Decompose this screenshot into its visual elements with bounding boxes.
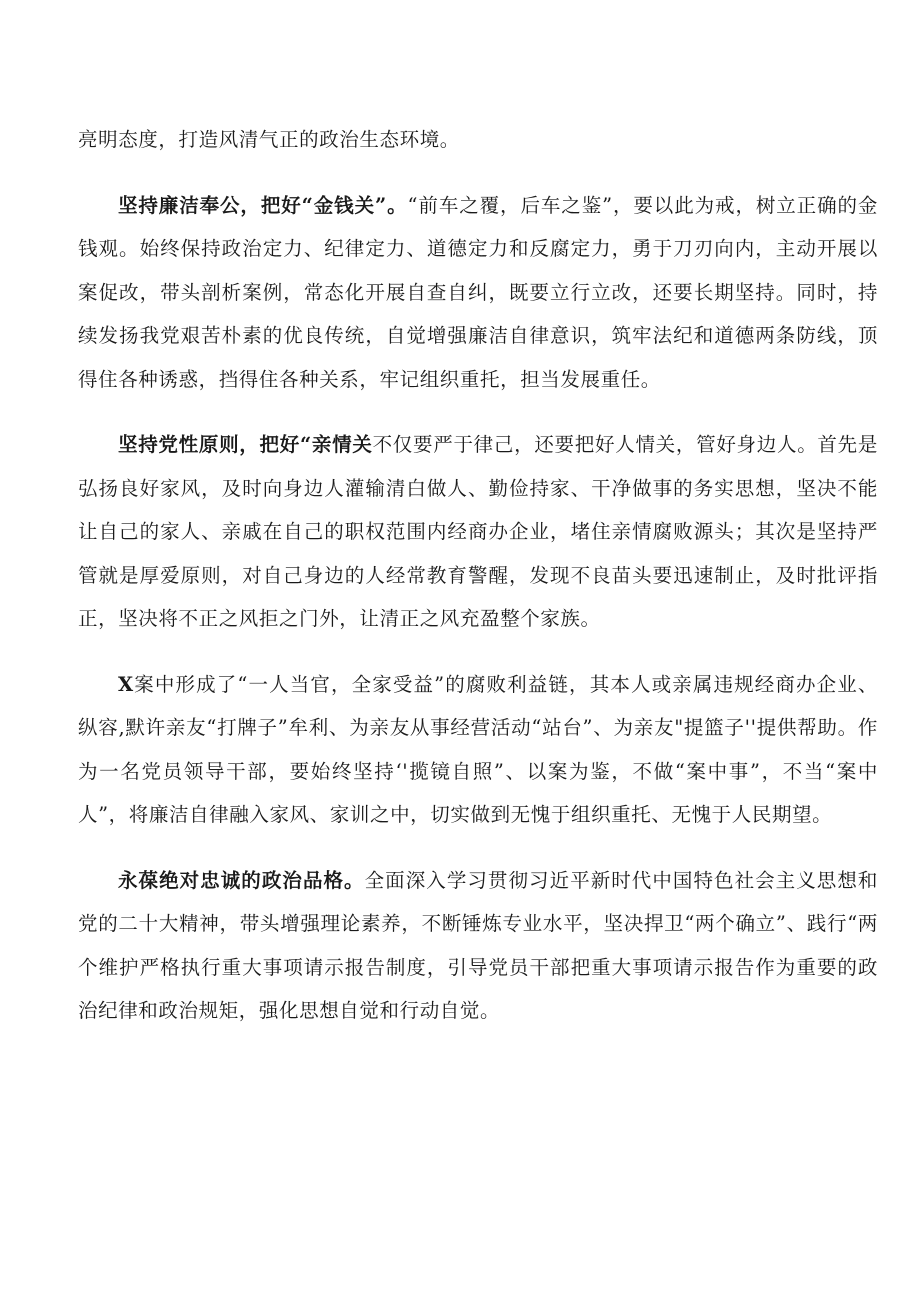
paragraph-body: “前车之覆，后车之鉴”，要以此为戒，树立正确的金钱观。始终保持政治定力、纪律定力、道德定力和反腐定力，勇于刀刃向内，主动开展以案促改，带头剖析案例，常态化开展自查自纠，既要立行立改，还要长期坚持。同时，持续发扬我党艰苦朴素的优良传统，自觉增强廉洁自律意识，筑牢法纪和道德两条防线，顶得住各种诱惑，挡得住各种关系，牢记组织重托，担当发展重任。	[78, 193, 878, 391]
paragraph-body: 案中形成了“一人当官，全家受益”的腐败利益链，其本人或亲属违规经商办企业、纵容,默许亲友“打牌子”牟利、为亲友从事经营活动“站台”、为亲友"提篮子''提供帮助。作为一名党员领导干部，要始终坚持‘'揽镜自照”、以案为鉴，不做“案中事”，不当“案中人”，将廉洁自律融入家风、家训之中，切实做到无愧于组织重托、无愧于人民期望。	[78, 672, 878, 826]
document-page	[78, 118, 878, 1033]
paragraph-family-gate	[78, 423, 878, 641]
paragraph-heading: 坚持党性原则，把好“亲情关	[117, 433, 373, 456]
paragraph-heading: 坚持廉洁奉公，把好“金钱关”。	[117, 193, 408, 217]
paragraph-body: 不仅要严于律己，还要把好人情关，管好身边人。首先是弘扬良好家风，及时向身边人灌输清白做人、勤俭持家、干净做事的务实思想，坚决不能让自己的家人、亲戚在自己的职权范围内经商办企业，堵住亲情腐败源头；其次是坚持严管就是厚爱原则，对自己身边的人经常教育警醒，发现不良苗头要迅速制止，及时批评指正，坚决将不正之风拒之门外，让清正之风充盈整个家族。	[78, 433, 878, 630]
paragraph-case-example	[78, 663, 878, 837]
paragraph-heading: 永葆绝对忠诚的政治品格。	[117, 868, 365, 892]
paragraph-loyalty	[78, 859, 878, 1033]
paragraph-money-gate	[78, 184, 878, 402]
paragraph-body: 亮明态度，打造风清气正的政治生态环境。	[78, 128, 460, 151]
paragraph-body: 全面深入学习贯彻习近平新时代中国特色社会主义思想和党的二十大精神，带头增强理论素养，不断锤炼专业水平，坚决捍卫“两个确立”、践行“两个维护严格执行重大事项请示报告制度，引导党员干部把重大事项请示报告作为重要的政治纪律和政治规矩，强化思想自觉和行动自觉。	[78, 868, 878, 1022]
paragraph-continuation	[78, 118, 878, 162]
paragraph-heading: X	[117, 672, 134, 696]
